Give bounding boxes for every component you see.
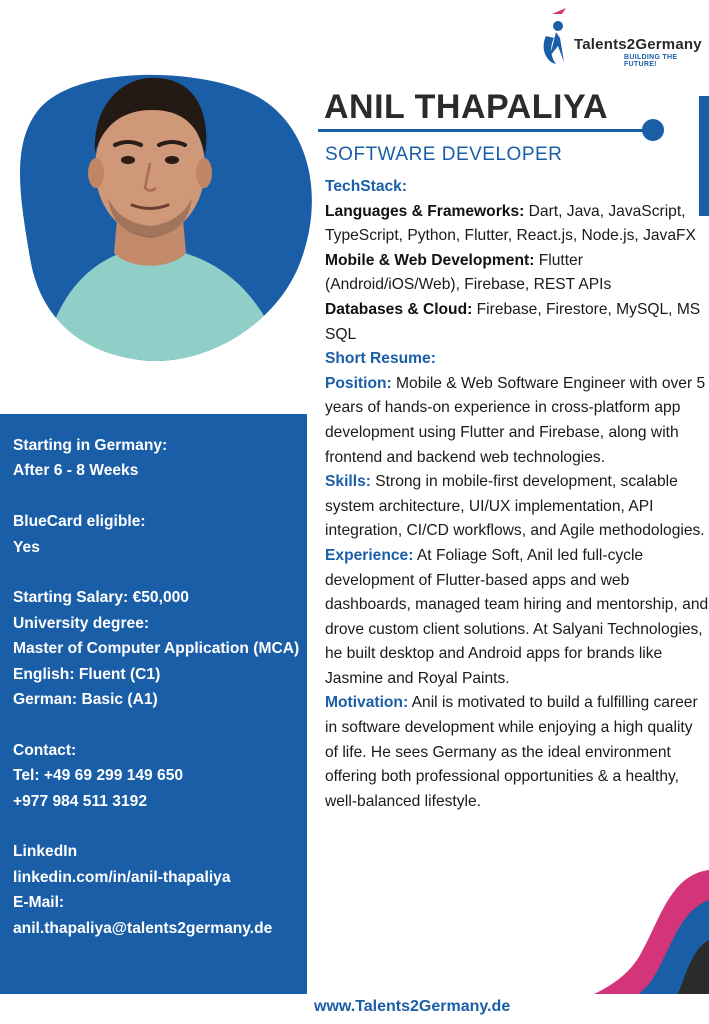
name-underline-dot <box>642 119 664 141</box>
email-label: E-Mail: <box>13 894 65 912</box>
profile-details <box>325 175 709 814</box>
contact-label: Contact: <box>13 741 77 759</box>
resume-item-position: Position: Mobile & Web Software Engineer with over 5 years of hands-on experience in cross-platform app development using Flutter and Firebase, along with frontend and backend web technologies. <box>325 374 706 466</box>
resume-heading: Short Resume: <box>325 350 436 368</box>
resume-item-skills: Skills: Strong in mobile-first development, scalable system architecture, UI/UX implementation, API integration, CI/CD workflows, and Agile methodologies. <box>325 473 705 540</box>
bluecard-label: BlueCard eligible: <box>13 513 146 531</box>
website-link[interactable]: www.Talents2Germany.de <box>314 998 511 1015</box>
avatar <box>0 48 320 378</box>
logo-tagline: BUILDING THE FUTURE! <box>624 54 678 68</box>
degree-label: University degree: <box>13 614 150 632</box>
linkedin-link[interactable]: linkedin.com/in/anil-thapaliya <box>13 868 231 886</box>
sidebar-details <box>13 433 308 941</box>
techstack-item-languages: Languages & Frameworks: Dart, Java, JavaScript, TypeScript, Python, Flutter, React.js, Node.js, JavaFX <box>325 202 696 245</box>
candidate-role: SOFTWARE DEVELOPER <box>325 144 563 165</box>
phone-germany[interactable]: Tel: +49 69 299 149 650 <box>13 767 184 785</box>
resume-item-experience: Experience: At Foliage Soft, Anil led full-cycle development of Flutter-based apps and web dashboards, managed team hiring and mentorship, and drove custom client solutions. At Salyani Technologies, he built desktop and Android apps for brands like Jasmine and Royal Paints. <box>325 546 709 687</box>
profile-photo-area <box>0 48 320 378</box>
techstack-item-databases: Databases & Cloud: Firebase, Firestore, MySQL, MS SQL <box>325 300 701 343</box>
salary: Starting Salary: €50,000 <box>13 589 189 607</box>
bluecard-value: Yes <box>13 538 40 556</box>
english-level: English: Fluent (C1) <box>13 665 161 683</box>
techstack-item-mobile-web: Mobile & Web Development: Flutter (Android/iOS/Web), Firebase, REST APIs <box>325 251 612 294</box>
logo-name: Talents2Germany <box>574 36 702 53</box>
phone-nepal[interactable]: +977 984 511 3192 <box>13 792 147 810</box>
resume-item-motivation: Motivation: Anil is motivated to build a fulfilling career in software development while enjoying a high quality of life. He sees Germany as the ideal environment offering both professional opportunities & a healthy, well-balanced lifestyle. <box>325 694 698 810</box>
start-label: Starting in Germany: <box>13 437 168 454</box>
german-level: German: Basic (A1) <box>13 691 158 709</box>
start-value: After 6 - 8 Weeks <box>13 462 139 480</box>
name-underline <box>318 129 652 132</box>
email-link[interactable]: anil.thapaliya@talents2germany.de <box>13 919 273 937</box>
candidate-name: ANIL THAPALIYA <box>324 88 609 126</box>
linkedin-label: LinkedIn <box>13 843 78 861</box>
techstack-heading: TechStack: <box>325 178 408 195</box>
degree-value: Master of Computer Application (MCA) <box>13 640 300 658</box>
